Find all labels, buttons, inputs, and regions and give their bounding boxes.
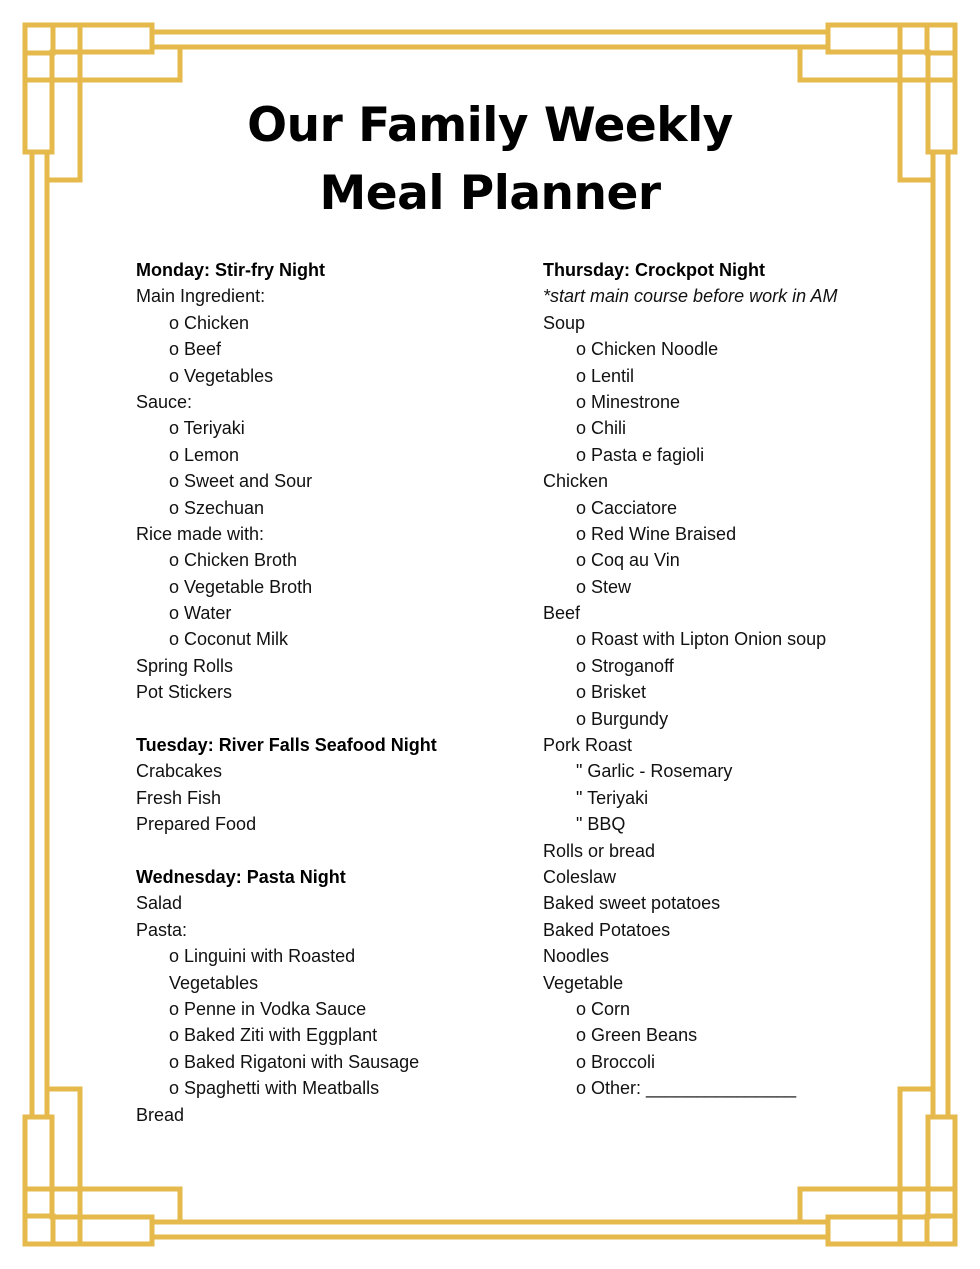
menu-option: o Corn bbox=[576, 998, 631, 1019]
menu-option: " BBQ bbox=[576, 814, 626, 835]
ornament-square bbox=[52, 52, 80, 80]
menu-option: o Chicken Broth bbox=[169, 550, 298, 571]
menu-option: o Broccoli bbox=[576, 1051, 656, 1072]
ornament-square bbox=[900, 52, 928, 80]
menu-option: o Lemon bbox=[169, 444, 240, 465]
menu-option: o Szechuan bbox=[169, 497, 265, 518]
menu-option: o Beef bbox=[169, 339, 222, 360]
menu-item: Fresh Fish bbox=[136, 787, 222, 808]
menu-item: Pork Roast bbox=[543, 735, 633, 756]
ornament-square bbox=[927, 25, 955, 53]
title-line-2: Meal Planner bbox=[319, 166, 661, 221]
menu-option: o Cacciatore bbox=[576, 497, 678, 518]
ornament-square bbox=[52, 1189, 80, 1217]
note-text: *start main course before work in AM bbox=[543, 286, 838, 307]
menu-option: o Pasta e fagioli bbox=[576, 444, 705, 465]
menu-item: Prepared Food bbox=[136, 814, 257, 835]
menu-option: o Baked Ziti with Eggplant bbox=[169, 1025, 378, 1046]
menu-option: o Water bbox=[169, 603, 232, 624]
menu-option: o Red Wine Braised bbox=[576, 523, 737, 544]
menu-option: o Stew bbox=[576, 576, 632, 597]
day-heading: Monday: Stir-fry Night bbox=[136, 260, 325, 280]
menu-item: Crabcakes bbox=[136, 761, 223, 782]
menu-item: Pasta: bbox=[136, 919, 188, 940]
spacer bbox=[136, 838, 526, 864]
menu-option: o Brisket bbox=[576, 682, 647, 703]
menu-option: " Garlic - Rosemary bbox=[576, 761, 733, 782]
menu-option: o Other: _______________ bbox=[576, 1078, 797, 1099]
right-column-menu bbox=[543, 257, 873, 1102]
menu-item: Chicken bbox=[543, 471, 609, 492]
left-column-menu bbox=[136, 257, 526, 1128]
menu-option: o Roast with Lipton Onion soup bbox=[576, 629, 827, 650]
menu-option: o Sweet and Sour bbox=[169, 471, 313, 492]
menu-option: o Linguini with Roasted bbox=[169, 946, 356, 967]
menu-item: Vegetable bbox=[543, 972, 624, 993]
menu-option: o Teriyaki bbox=[169, 418, 245, 439]
menu-item: Bread bbox=[136, 1104, 185, 1125]
menu-item: Coleslaw bbox=[543, 866, 617, 887]
menu-item: Noodles bbox=[543, 946, 610, 967]
menu-option: " Teriyaki bbox=[576, 787, 649, 808]
menu-option: o Coconut Milk bbox=[169, 629, 289, 650]
title-line-1: Our Family Weekly bbox=[247, 98, 733, 153]
menu-option: Vegetables bbox=[169, 972, 259, 993]
menu-option: o Chicken bbox=[169, 312, 250, 333]
page-title bbox=[0, 92, 980, 228]
menu-item: Beef bbox=[543, 603, 581, 624]
day-heading: Wednesday: Pasta Night bbox=[136, 866, 346, 887]
ornament-square bbox=[25, 1216, 53, 1244]
menu-option: o Chicken Noodle bbox=[576, 339, 719, 360]
corner-ornament bbox=[800, 1089, 955, 1244]
ornament-square bbox=[25, 25, 53, 53]
menu-option: o Lentil bbox=[576, 365, 635, 386]
menu-option: o Minestrone bbox=[576, 391, 681, 412]
menu-option: o Stroganoff bbox=[576, 655, 674, 676]
day-heading: Tuesday: River Falls Seafood Night bbox=[136, 735, 437, 756]
menu-item: Salad bbox=[136, 893, 183, 914]
menu-item: Rice made with: bbox=[136, 523, 265, 544]
menu-item: Baked Potatoes bbox=[543, 919, 671, 940]
menu-item: Baked sweet potatoes bbox=[543, 893, 721, 914]
menu-option: o Burgundy bbox=[576, 708, 669, 729]
menu-option: o Chili bbox=[576, 418, 627, 439]
spacer bbox=[136, 706, 526, 732]
menu-option: o Baked Rigatoni with Sausage bbox=[169, 1051, 420, 1072]
menu-item: Pot Stickers bbox=[136, 682, 233, 703]
menu-option: o Coq au Vin bbox=[576, 550, 680, 571]
menu-item: Spring Rolls bbox=[136, 655, 234, 676]
menu-option: o Spaghetti with Meatballs bbox=[169, 1078, 380, 1099]
menu-option: o Penne in Vodka Sauce bbox=[169, 998, 367, 1019]
menu-option: o Vegetable Broth bbox=[169, 576, 313, 597]
menu-option: o Green Beans bbox=[576, 1025, 698, 1046]
menu-option: o Vegetables bbox=[169, 365, 274, 386]
ornament-square bbox=[900, 1189, 928, 1217]
ornament-square bbox=[927, 1216, 955, 1244]
day-heading: Thursday: Crockpot Night bbox=[543, 260, 766, 280]
menu-item: Main Ingredient: bbox=[136, 286, 266, 307]
menu-item: Sauce: bbox=[136, 391, 193, 412]
menu-item: Rolls or bread bbox=[543, 840, 656, 861]
menu-item: Soup bbox=[543, 312, 586, 333]
